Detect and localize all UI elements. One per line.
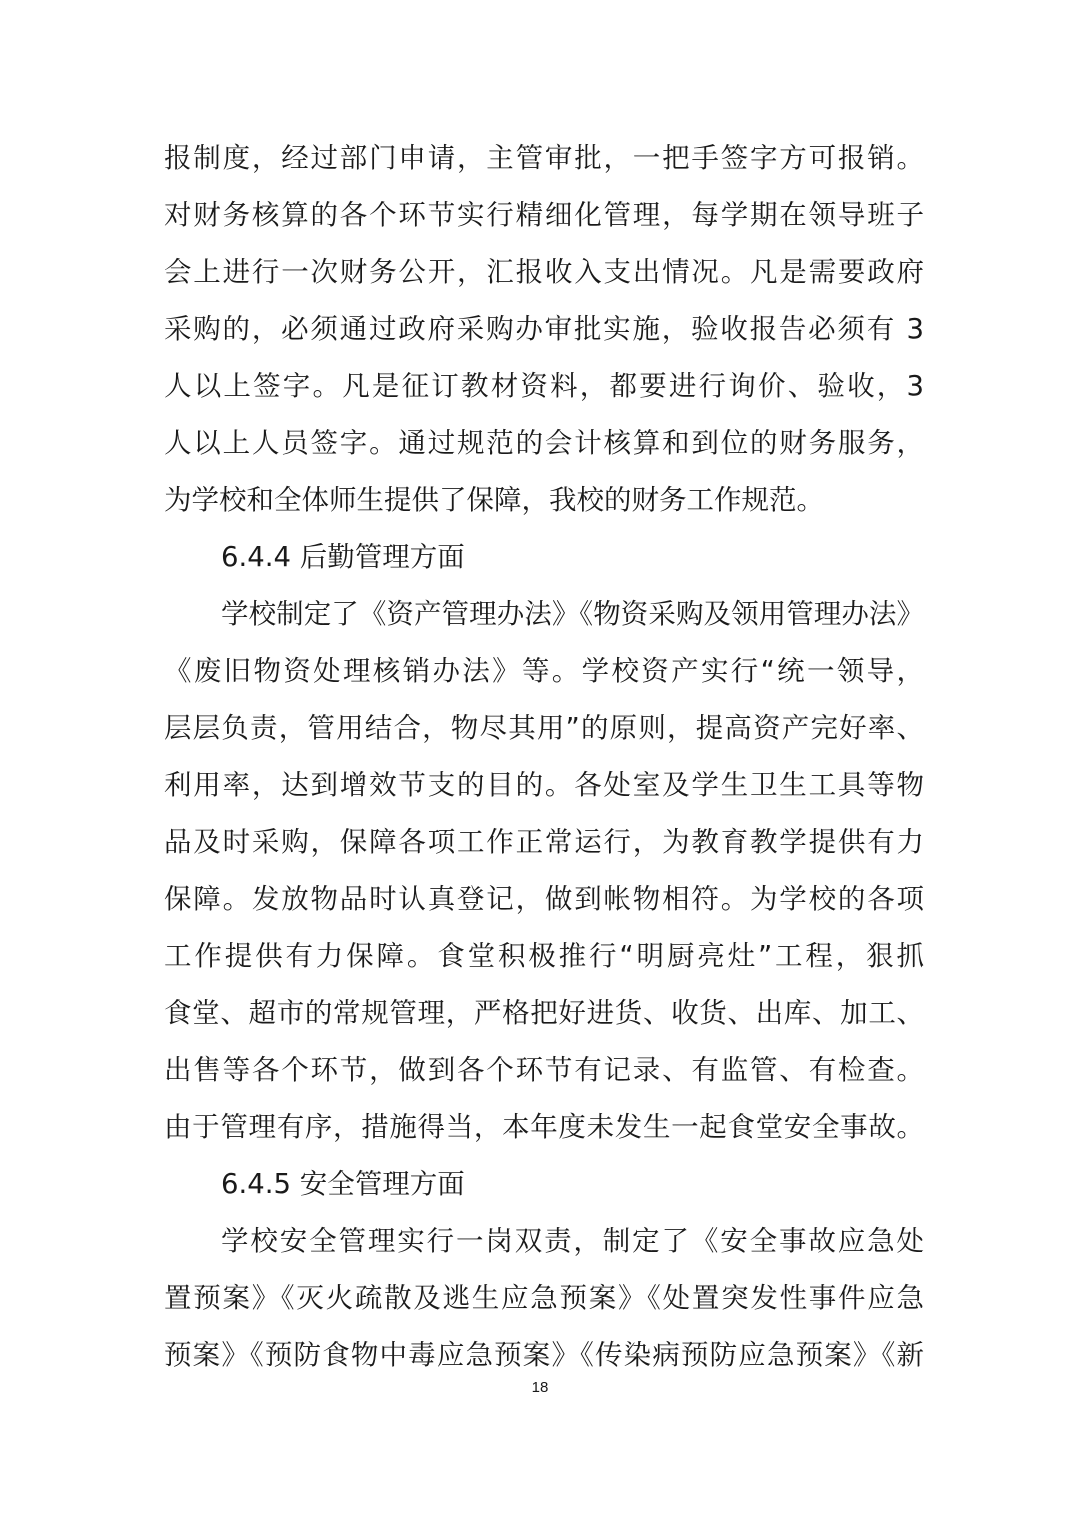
text-line: 会上进行一次财务公开，汇报收入支出情况。凡是需要政府 [164, 256, 924, 288]
text-line: 置预案》《灭火疏散及逃生应急预案》《处置突发性事件应急 [164, 1282, 924, 1314]
text-line: 学校安全管理实行一岗双责，制定了《安全事故应急处 [221, 1225, 924, 1257]
text-line: 对财务核算的各个环节实行精细化管理，每学期在领导班子 [164, 199, 924, 231]
text-line: 采购的，必须通过政府采购办审批实施，验收报告必须有 3 [164, 313, 924, 345]
text-line: 为学校和全体师生提供了保障，我校的财务工作规范。 [164, 484, 824, 516]
text-line: 人以上签字。凡是征订教材资料，都要进行询价、验收，3 [164, 370, 924, 402]
text-line: 《废旧物资处理核销办法》等。学校资产实行“统一领导， [164, 655, 924, 687]
text-line: 出售等各个环节，做到各个环节有记录、有监管、有检查。 [164, 1054, 924, 1086]
section-heading-6-4-4: 6.4.4 后勤管理方面 [221, 541, 465, 573]
text-line: 工作提供有力保障。食堂积极推行“明厨亮灶”工程，狠抓 [164, 940, 924, 972]
text-line: 报制度，经过部门申请，主管审批，一把手签字方可报销。 [164, 142, 924, 174]
text-line: 食堂、超市的常规管理，严格把好进货、收货、出库、加工、 [164, 997, 924, 1029]
text-line: 学校制定了《资产管理办法》《物资采购及领用管理办法》 [221, 598, 924, 630]
text-line: 人以上人员签字。通过规范的会计核算和到位的财务服务， [164, 427, 924, 459]
text-line: 层层负责，管用结合，物尽其用”的原则，提高资产完好率、 [164, 712, 924, 744]
section-heading-6-4-5: 6.4.5 安全管理方面 [221, 1168, 465, 1200]
text-line: 由于管理有序，措施得当，本年度未发生一起食堂安全事故。 [164, 1111, 924, 1143]
text-line: 预案》《预防食物中毒应急预案》《传染病预防应急预案》《新 [164, 1339, 924, 1371]
text-line: 保障。发放物品时认真登记，做到帐物相符。为学校的各项 [164, 883, 924, 915]
page-number: 18 [531, 1379, 549, 1396]
text-line: 利用率，达到增效节支的目的。各处室及学生卫生工具等物 [164, 769, 924, 801]
text-line: 品及时采购，保障各项工作正常运行，为教育教学提供有力 [164, 826, 924, 858]
